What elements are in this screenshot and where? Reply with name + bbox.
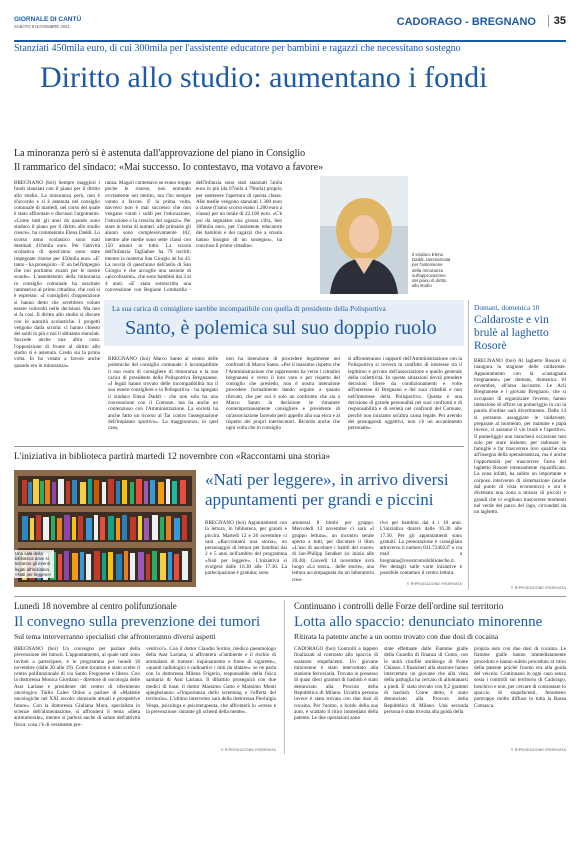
section-title: CADORAGO - BREGNANO <box>396 16 536 28</box>
main-col-2: ranza. Magari contestavo se erano troppo poche le risorse, non entrando ovviamente nel merito, ma l'ho sempre votato a favore. E' la prima volta, davvero non è mai successo che non vengano votati i soldi per l'educazione, l'istruzione e la crescita dei ragazzi». Per stare in tema di numeri, alle primarie gli alunni sono complessivamente 102, mentre alle medie sono sette classi con 150 alunni in tutto. La scuola dell'infanzia Tagliabue ha 79 iscritti; mentre la materna San Giorgio ne ha 43. La novità di quest'anno dell'asilo di San Giorgio è che accoglie una sezione di «piccolissimi», che sono bambini dai 2 ai 4 anni. «E' stata sottoscritta una convenzione con Regione Lombardia - <box>105 180 191 292</box>
library-copyright: © RIPRODUZIONE RISERVATA <box>406 582 462 586</box>
mayor-portrait-illustration <box>320 176 408 294</box>
mayor-photo <box>320 176 408 294</box>
masthead-rule <box>14 40 566 42</box>
main-headline: Diritto allo studio: aumentano i fondi <box>40 61 488 94</box>
drug-subhead: Ritirata la patente anche a un uomo trovato con due dosi di cocaina <box>294 632 499 641</box>
bottom-divider <box>284 600 285 754</box>
library-photo-caption: Una sala della biblioteca dove si terranno gli eventi legati all'iniziativa «Nati per leggere» <box>14 550 54 578</box>
drug-headline: Lotta allo spaccio: denunciato minorenne <box>294 614 543 630</box>
drug-col-3: propria auto con due dosi di cocaina. Le fiamme gialle hanno immediatamente proceduto e hanno subito proceduto al ritiro della patente poiché l'uomo era alla guida del veicolo. Continuano in ogni caso senza sosta i controlli sul territorio di Cadorago, boschivo e non, per cercare di contrastare lo spaccio di stupefacenti, fenomeno purtroppo molto diffuso in tutta la Bassa Comasca. <box>474 646 566 709</box>
library-headline-2: appuntamenti per grandi e piccini <box>205 490 434 509</box>
side-headline: Caldaroste e vin brulè al laghetto Rosorè <box>474 314 549 352</box>
page-number: 35 <box>548 15 566 27</box>
main-subhead-1: La minoranza però si è astenuta dall'approvazione del piano in Consiglio <box>14 148 306 159</box>
paper-name: GIORNALE DI CANTÙ <box>14 16 82 23</box>
library-col-3: tivo per bambini dai 4 i 10 anni. L'iniziativa durerà dalle 16.30 alle 17.30. Per gli appuntamenti sono gratuiti. La prenotazione è consigliata attraverso il numero 031.7240237 o via mail a bregnano@ovestcomobiblioteche.it. Per dettagli sulle varie iniziative è possibile contattare il centro lettura. <box>380 520 462 577</box>
issue-date: SABATO 9 NOVEMBRE 2024 <box>14 24 70 29</box>
santo-col-3: si affronteranno i rapporti dell'Amministrazione con la Polisportiva si troverà in conflitto di interesse tra il legittimo e privato dell'associazione e quello generale della collettività. In queste situazioni dovrà prendere decisioni libere da condizionamenti e volte all'interesse di Bregnano e dei suoi cittadini e non nell'interesse della Polisportiva. Questa è una decisione di grande personalità nei suoi confronti e di responsabilità e di serietà nei confronti del Comune, perché non iniziamo un'altra causa legale. Per avendo dei presupposti oggettivi, non c'è un accanimento personale». <box>348 356 462 432</box>
side-divider <box>468 300 469 590</box>
main-subhead-2: Il rammarico del sindaco: «Mai successo. Io contestavo, ma votavo a favore» <box>14 162 324 173</box>
library-top-rule <box>14 446 464 447</box>
santo-headline: Santo, è polemica sul suo doppio ruolo <box>125 317 437 339</box>
santo-overline: La sua carica di consigliere sarebbe incompatibile con quella di presidente della Polisportiva <box>112 304 386 313</box>
tumor-col-2: ventivo?». Con il dottor Claudio Sorino, medico pneumologo della Asst Lariana, si affronterà «l'ambiente e il rischio di ammalarsi di tumore: inquinamento e fumo di sigarette», «quanti radiologici e radioattivi i miti da sfatare»: se ne parla con la dottoressa Milena Frigerio, responsabile della fisica sanitaria di Asst Lariana. Il dibattito proseguirà con due medici di base: il dottor Massimo Gatto e Massimo Monti spiegheranno «l'importanza dello screening e l'offerta del territorio». L'ultimo intervento sarà della dottoressa Pierluigia Vespa, psicologa e psicoterapeuta, che affronterà lo «stress e la prevenzione: durante gli schemi della mente». <box>146 646 276 715</box>
main-col-1: BREGNANO (boi) Sempre maggiori i fondi stanziati con il piano per il diritto allo studio. La minoranza però, non è d'accordo e si è astenuta nel consiglio comunale di martedì, nel corso del quale è stato affrontato e discusso l'argomento. «Come tutti gli anni da quando sono sindaco il piano per il diritto allo studio cresce», ha commentato Elena Daddi. Lo scorso anno scolastico sono stati destinati 416mila euro. Per l'attività scolastica di quest'anno sono state impegnate risorse per 450mila euro. «E' tanto - ha proseguito - E' un bell'impegno che noi portiamo avanti per le nostre scuole». L'assenteismo della minoranza in consiglio comunale ha suscitato rammarico al primo cittadino, che così si è espresso: «I consiglieri d'opposizione si hanno detto che avrebbero voluto essere coinvolti nelle decisioni. Ma non si fa così. Il diritto allo studio si discute con le autorità scolastiche. I progetti vengono dalla scuola: ci hanno chiesto dei soldi in più e noi li abbiamo stanziati. Succede anche una altra cosa: l'opposizione di fronte al diritto allo studio si è astenuta. Credo sia la prima volta. Io ho votato a favore anche quando ero in minoranza». <box>14 180 100 369</box>
drug-overline: Continuano i controlli delle Forze dell'ordine sul territorio <box>294 601 504 611</box>
side-overline: Domani, domenica 10 <box>474 303 540 312</box>
library-overline: L'iniziativa in biblioteca partirà martedì 12 novembre con «Raccontami una storia» <box>14 452 331 462</box>
santo-col-2: non ha intenzione di procedere legalmente nei confronti di Marco Santo. «Per il massimo rispetto che l'Amministrazione che rappresento ha verso i cittadini bregnanesi e verso il loro voto e per rispetto del consiglio che presiedo, non è nostra intenzione procedere formalmente dando seguito a quanto rilevato, che per noi è solo un confronto che sia a Marco Santo la decisione se rimanere contemporaneamente consigliere e presidente di un'associazione facendo però appello alla sua etica e al rispetto dei propri interlocutori. Ricordo anche che ogni volta che in consiglio <box>226 356 340 432</box>
tumor-subhead: Sul tema interverranno specialisti che affronteranno diversi aspetti <box>14 632 216 641</box>
main-col-3: dell'infanzia sono stati stanziati 5mila euro in più (da 67mila a 79mila) proprio per sostenere l'apertura di questa classe. Alle medie vengono stanziati 1.300 euro a classe (l'anno scorso erano 1.200 euro a classe) per un totale di 22.100 euro. «C'è poi da segnalare una grossa cifra, ben 300mila euro, per l'assistente educatore dei bambini e dei ragazzi che a scuola hanno bisogno di un sostegno», ha concluso il primo cittadino. <box>196 180 282 249</box>
tumor-overline: Lunedì 18 novembre al centro polifunzionale <box>14 601 177 611</box>
bottom-top-rule <box>14 596 566 597</box>
library-headline-1: «Nati per leggere», in arrivo diversi <box>205 470 449 489</box>
side-body: BREGNANO (boi) Al laghetto Rosorè si inaugura la stagione delle caldaroste. Appuntamento con la «castagnata bregnanese» per domani, domenica 10 novembre, all'area laccustre. Le Acli Bregnanese e i giovani Bregnano, che si occupano di organizzare l'evento, hanno intenzione di offrire un pomeriggio in cui la parola d'ordine sarà divertimento. Dalle 14 si potranno assaggiare le caldaroste, preparate al momento, per mamme e papà invece, ci saranno il vin brulè e l'aperitivo. Il pomeriggio non mancherà occasione non solo per stare insieme, per radunare le famiglie e far trascorrere loro qualche ora all'insegna della spensieratezza, ma è anche l'opportunità per trascorrere l'area del laghetto Rosorè intensamente riqualificata. La zona infatti, ha subito un importante e corposo intervento di sistemazione (anche dal punto di vista economico) e ora è diventata una zona a misura di piccoli e grandi che vi vogliono trascorrere momenti nel verde del parco del lago, circondati da un laghetto. <box>474 358 566 516</box>
library-col-1: BREGNANO (boi) Appuntamenti con la lettura, in biblioteca, per grandi e piccini. Martedì 12 e 26 novembre ci sarà «Raccontami una storia», un personaggio di lettura per bambini dai 2 e 5 anni nell'ambito del programma «Nati per leggere». L'iniziativa si svolgerà dalle 16.30 alle 17.30. La partecipazione è gratuita; sono <box>205 520 287 577</box>
tumor-copyright: © RIPRODUZIONE RISERVATA <box>220 748 276 752</box>
drug-col-2: state effettuate dalle Fiamme gialle della Guardia di finanza di Como, con le unità cinofile antidroga di Ponte Chiasso. I finanzieri alla stazione hanno intercettato un giovane che alla vista della pattuglia ha cercato di allontanarsi a piedi. E' stato trovato con 9,2 grammi di hashish. Come detto, è stato denunciato alla Procura della Repubblica di Milano. Una seconda persona è stata trovata alla guida della <box>384 646 468 715</box>
tumor-col-1: BREGNANO (boi) Un convegno per parlare della prevenzione dei tumori. L'appuntamento, al quale tutti sono invitati a partecipare, è in programma per lunedì 18 novembre (dalle 20 alle 19). Come location è stato scelto il centro polifunzionale di via Santo Fregonese e libero. Con la dottoressa Monica Giordano - direttore di oncologia delle Asst Lariane e presidente del centro di riferimento oncologico Tullio Caleo Onlus a parlare di «Malattie oncologiche nel XXI secolo: domande attuali e prospettive future». Con la dottoressa Giuliana Mura, specialista in scienze dell'alimentazione, si affronterà il tema «dieta antitumorale», mentre si parlerà anche di salute dell'attività fisica: cosa c'è di veramente pre- <box>14 646 140 728</box>
drug-copyright: © RIPRODUZIONE RISERVATA <box>510 748 566 752</box>
main-overline: Stanziati 450mila euro, di cui 300mila per l'assistente educatore per bambini e ragazzi che necessitano sostegno <box>14 43 461 54</box>
side-copyright: © RIPRODUZIONE RISERVATA <box>510 586 566 590</box>
tumor-headline: Il convegno sulla prevenzione dei tumori <box>14 614 261 630</box>
library-col-2: ammessi 8 bimbi per gruppo. Mercoledì 13 novembre ci sarà «I gruppo lettura», un incontro serale aperto a tutti, per discutere il libro «L'uso di ascoltare i battiti del cuore» di Jan-Philipp Sendker (si inizia alle 20.30). Giovedì 14 novembre avrà luogo «La storia... delle storie», una lettura accompagnata da un laboratorio crea- <box>292 520 374 583</box>
mayor-photo-caption: Il sindaco Elena Daddi, rammaricata per l'astensione della minoranza sull'approvazione del piano di diritto allo studio <box>412 252 451 289</box>
drug-col-1: CADORAGO (boi) Controlli a tappeto finalizzati al contrasto allo spaccio di sostanze stupefacenti. Un giovane minorenne è stato intercettato alla stazione ferroviaria. Trovato in possesso di quasi dieci grammi di hashish è stato denunciato alla Procura della Repubblica di Milano. Un'altra persona invece è stata trovata con due dosi di cocaina. Per l'uomo, a bordo della sua auto, è scattato il ritiro immediato della patente. Le due operazioni sono <box>294 646 378 722</box>
masthead <box>14 14 566 40</box>
santo-col-1: BREGNANO (boi) Marco Santo al centro delle polemiche del consiglio comunale: è incompatibile il suo ruolo di consigliere di minoranza e la sua carica di presidente della Polisportiva Bregnanese. «I legali hanno trovato delle incompatibilità ma il suo essere consigliere e la Polisportiva - ha spiegato il sindaco Elena Daddi - che non solo ha una convenzione con il Comune, ma ha anche un contenzioso con l'Amministrazione. La società ha anche fatto un ricorso al Tar contro l'assegnazione dell'impianto sportivo». La maggioranza, in quel caso, <box>108 356 218 432</box>
